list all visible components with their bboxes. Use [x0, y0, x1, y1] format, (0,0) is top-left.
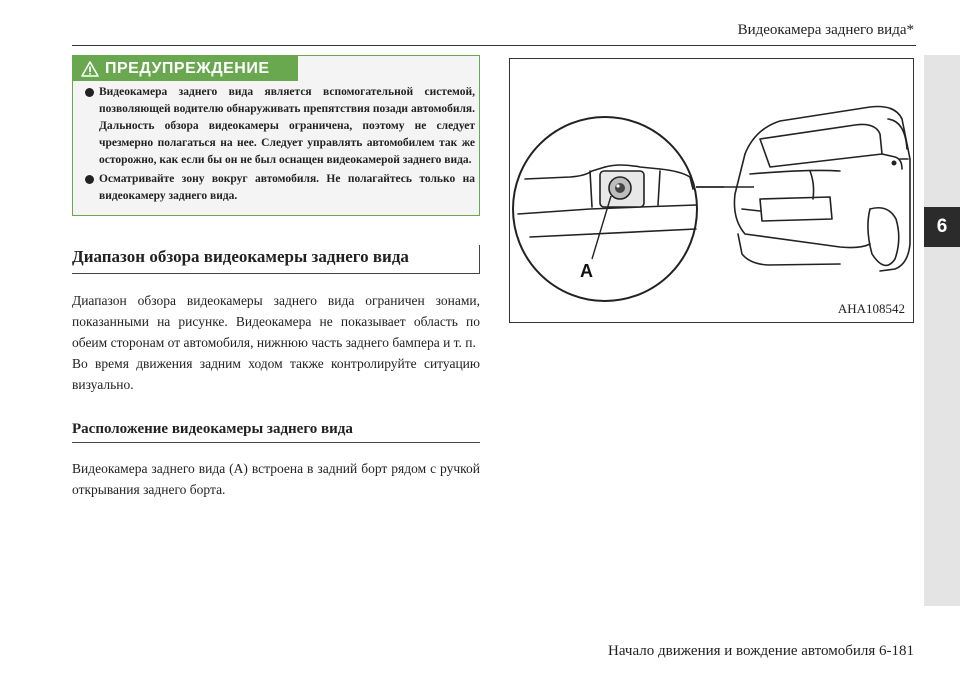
view-range-paragraph: [72, 290, 480, 395]
section-heading-camera-location: Расположение видеокамеры заднего вида: [72, 421, 353, 437]
bullet-icon: [85, 88, 94, 97]
warning-item: [83, 171, 475, 205]
paragraph-text: Во время движения задним ходом также контролируйте ситуацию визуально.: [72, 356, 480, 392]
warning-box: [72, 55, 480, 216]
header-rule: [72, 45, 916, 46]
figure-callout-a: A: [580, 261, 593, 281]
page-footer: Начало движения и вождение автомобиля 6-181: [608, 643, 914, 659]
warning-title: ПРЕДУПРЕЖДЕНИЕ: [105, 59, 270, 77]
warning-item-text: Видеокамера заднего вида является вспомогательной системой, позволяющей водителю обнаруживать препятствия позади автомобиля. Дальность обзора видеокамеры ограничена, поэтому не следует чрезмерно полагаться на нее. Следует управлять автомобилем так же осторожно, как если бы он не был оснащен видеокамерой заднего вида.: [99, 86, 475, 166]
section-rule: [72, 273, 480, 274]
warning-triangle-icon: [81, 61, 99, 77]
section-rule: [72, 442, 480, 443]
warning-item: [83, 84, 475, 169]
page-header-title: Видеокамера заднего вида*: [737, 22, 914, 38]
chapter-tab: 6: [924, 207, 960, 247]
chapter-strip: [924, 55, 960, 606]
warning-item-text: Осматривайте зону вокруг автомобиля. Не полагайтесь только на видеокамеру заднего вида.: [99, 173, 475, 202]
rear-camera-location-illustration: [510, 59, 913, 322]
figure-code: AHA108542: [837, 301, 905, 316]
paragraph-text: Диапазон обзора видеокамеры заднего вида ограничен зонами, показанными на рисунке. Видеокамера не показывает область по обеим сторонам от автомобиля, нижнюю часть заднего бампера и т. п.: [72, 293, 480, 350]
section-heading-view-range: Диапазон обзора видеокамеры заднего вида: [72, 247, 409, 266]
rear-camera-figure: [509, 58, 914, 323]
camera-location-paragraph: Видеокамера заднего вида (A) встроена в задний борт рядом с ручкой открывания заднего борта.: [72, 461, 480, 497]
section-rule-vertical: [479, 245, 480, 274]
warning-header: [73, 56, 298, 81]
warning-list: [83, 84, 475, 207]
bullet-icon: [85, 175, 94, 184]
